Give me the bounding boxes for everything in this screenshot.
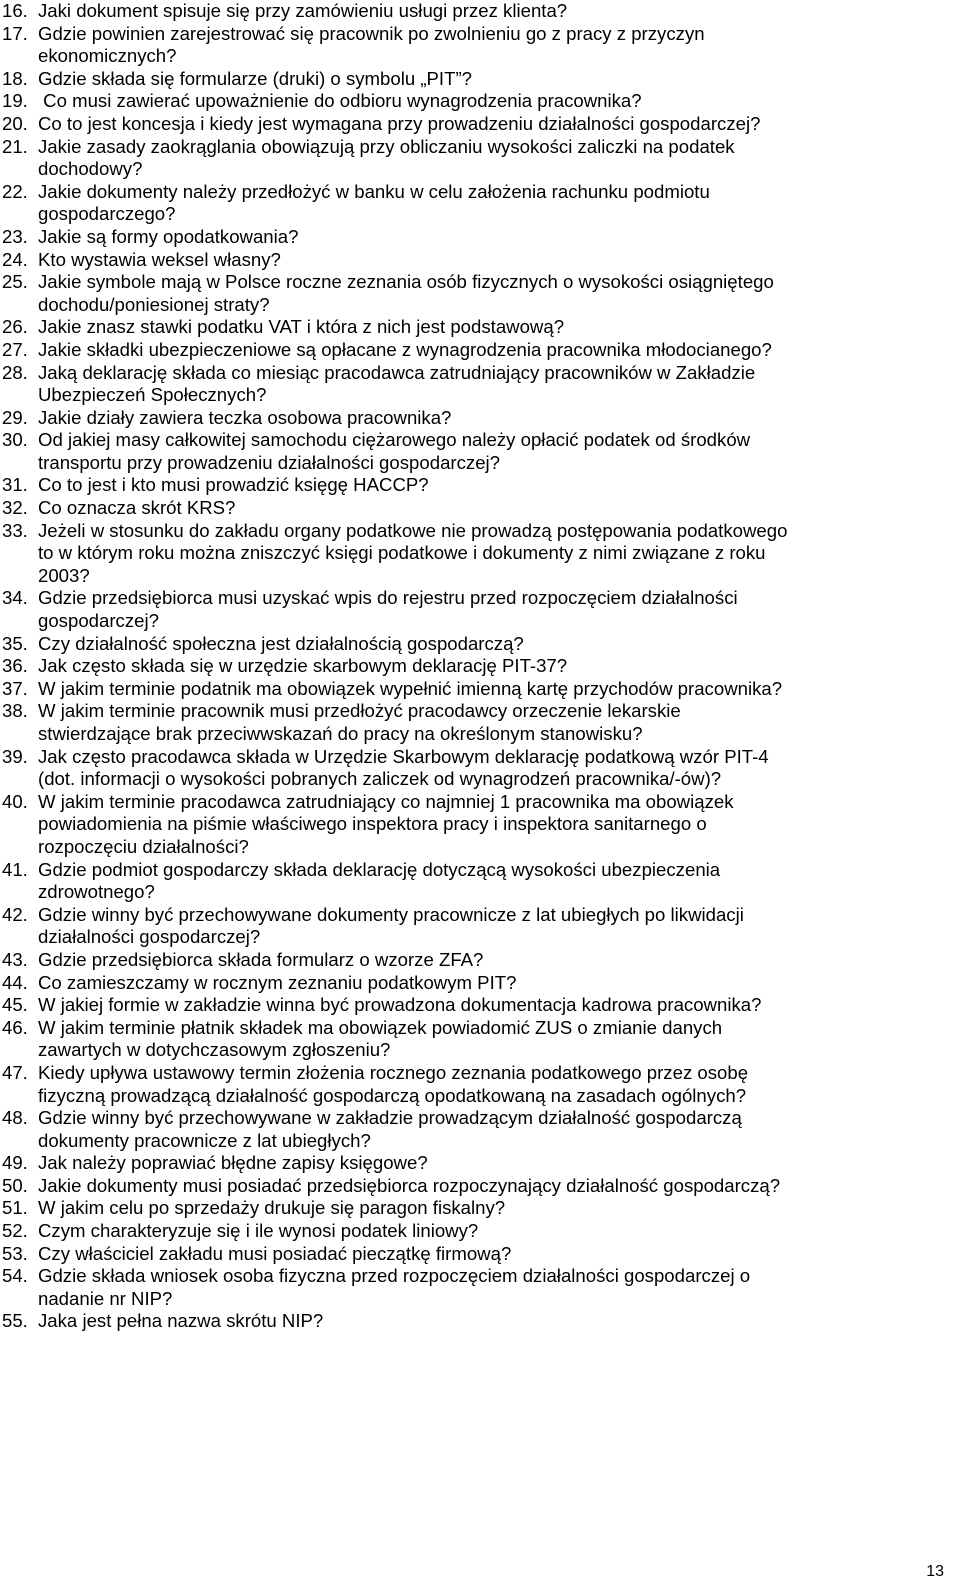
question-item — [2, 1175, 952, 1198]
question-number: 16. — [2, 0, 28, 21]
question-number: 52. — [2, 1220, 28, 1242]
question-number: 39. — [2, 745, 28, 767]
question-text: Od jakiej masy całkowitej samochodu ciężarowego należy opłacić podatek od środków transportu przy prowadzeniu działalności gospodarczej? — [38, 429, 751, 473]
question-number: 25. — [2, 271, 28, 293]
question-number: 41. — [2, 858, 28, 880]
question-number: 31. — [2, 474, 28, 496]
question-item — [2, 249, 952, 272]
question-text: Gdzie winny być przechowywane w zakładzie prowadzącym działalność gospodarczą dokumenty pracownicze z lat ubiegłych? — [38, 1107, 742, 1151]
question-text: Gdzie winny być przechowywane dokumenty pracownicze z lat ubiegłych po likwidacji działalności gospodarczej? — [38, 903, 744, 948]
question-number: 42. — [2, 903, 28, 925]
question-item — [2, 1152, 952, 1175]
question-item — [2, 1197, 952, 1220]
question-text: Jakie dokumenty należy przedłożyć w banku w celu założenia rachunku podmiotu gospodarczego? — [38, 180, 710, 225]
question-number: 26. — [2, 316, 28, 338]
question-item — [2, 226, 952, 249]
question-text: W jakim celu po sprzedaży drukuje się paragon fiskalny? — [38, 1197, 506, 1219]
question-number: 36. — [2, 655, 28, 677]
question-text: Jak często pracodawca składa w Urzędzie Skarbowym deklarację podatkową wzór PIT-4 (dot. informacji o wysokości pobranych zaliczek od wynagrodzeń pracownika/-ów)? — [38, 745, 769, 790]
question-item — [2, 1310, 952, 1333]
question-number: 20. — [2, 112, 28, 134]
question-item — [2, 497, 952, 520]
question-number: 24. — [2, 248, 28, 270]
question-text: W jakim terminie pracodawca zatrudniający co najmniej 1 pracownika ma obowiązek powiadomienia na piśmie właściwego inspektora pracy i inspektora sanitarnego o rozpoczęciu działalności? — [38, 790, 734, 857]
question-text: Jakie symbole mają w Polsce roczne zeznania osób fizycznych o wysokości osiągniętego dochodu/poniesionej straty? — [38, 271, 774, 315]
question-number: 18. — [2, 67, 28, 89]
question-number: 44. — [2, 971, 28, 993]
question-text: W jakim terminie pracownik musi przedłożyć pracodawcy orzeczenie lekarskie stwierdzające brak przeciwwskazań do pracy na określonym stanowisku? — [38, 700, 681, 744]
question-text: Co oznacza skrót KRS? — [38, 497, 236, 519]
question-number: 43. — [2, 948, 28, 970]
question-item — [2, 23, 952, 68]
question-item — [2, 746, 952, 791]
question-item — [2, 994, 952, 1017]
question-text: Kto wystawia weksel własny? — [38, 248, 281, 270]
question-item — [2, 474, 952, 497]
question-item — [2, 181, 952, 226]
question-text: Gdzie składa wniosek osoba fizyczna przed rozpoczęciem działalności gospodarczej o nadanie nr NIP? — [38, 1265, 751, 1309]
question-item — [2, 1265, 952, 1310]
question-item — [2, 972, 952, 995]
question-number: 34. — [2, 587, 28, 609]
question-item — [2, 1062, 952, 1107]
question-number: 19. — [2, 90, 28, 112]
question-item — [2, 1107, 952, 1152]
question-text: Jeżeli w stosunku do zakładu organy podatkowe nie prowadzą postępowania podatkowego to w którym roku można zniszczyć księgi podatkowe i dokumenty z nimi związane z roku 2003? — [38, 519, 788, 586]
question-number: 51. — [2, 1197, 28, 1219]
question-number: 30. — [2, 429, 28, 451]
question-number: 28. — [2, 361, 28, 383]
question-item — [2, 1243, 952, 1266]
question-item — [2, 520, 952, 588]
question-text: Gdzie składa się formularze (druki) o symbolu „PIT”? — [38, 67, 472, 89]
question-number: 47. — [2, 1061, 28, 1083]
question-text: Jakie zasady zaokrąglania obowiązują przy obliczaniu wysokości zaliczki na podatek dochodowy? — [38, 135, 735, 180]
question-item — [2, 678, 952, 701]
question-number: 21. — [2, 135, 28, 157]
question-text: Kiedy upływa ustawowy termin złożenia rocznego zeznania podatkowego przez osobę fizyczną prowadzącą działalność gospodarczą opodatkowaną na zasadach ogólnych? — [38, 1061, 749, 1106]
question-item — [2, 136, 952, 181]
question-item — [2, 362, 952, 407]
question-text: Czym charakteryzuje się i ile wynosi podatek liniowy? — [38, 1220, 479, 1242]
question-number: 33. — [2, 519, 28, 541]
question-text: W jakiej formie w zakładzie winna być prowadzona dokumentacja kadrowa pracownika? — [38, 994, 762, 1016]
question-item — [2, 700, 952, 745]
question-number: 29. — [2, 406, 28, 428]
question-number: 35. — [2, 632, 28, 654]
question-text: Jaki dokument spisuje się przy zamówieniu usługi przez klienta? — [38, 0, 568, 21]
question-number: 40. — [2, 790, 28, 812]
question-number: 23. — [2, 225, 28, 247]
question-number: 32. — [2, 497, 28, 519]
question-text: Czy działalność społeczna jest działalnością gospodarczą? — [38, 632, 524, 654]
question-number: 55. — [2, 1310, 28, 1332]
question-item — [2, 1017, 952, 1062]
question-text: Co to jest i kto musi prowadzić księgę HACCP? — [38, 474, 429, 496]
question-text: Gdzie przedsiębiorca składa formularz o wzorze ZFA? — [38, 948, 484, 970]
question-item — [2, 429, 952, 474]
question-text: Jak często składa się w urzędzie skarbowym deklarację PIT-37? — [38, 655, 568, 677]
question-item — [2, 791, 952, 859]
question-number: 54. — [2, 1265, 28, 1287]
question-text: Jakie są formy opodatkowania? — [38, 225, 299, 247]
question-number: 49. — [2, 1152, 28, 1174]
question-number: 22. — [2, 180, 28, 202]
question-text: Co zamieszczamy w rocznym zeznaniu podatkowym PIT? — [38, 971, 517, 993]
question-item — [2, 655, 952, 678]
question-number: 46. — [2, 1016, 28, 1038]
question-text: Co to jest koncesja i kiedy jest wymagana przy prowadzeniu działalności gospodarczej? — [38, 112, 761, 134]
question-number: 17. — [2, 22, 28, 44]
question-item — [2, 587, 952, 632]
question-text: W jakim terminie płatnik składek ma obowiązek powiadomić ZUS o zmianie danych zawartych w dotychczasowym zgłoszeniu? — [38, 1016, 723, 1061]
question-text: Jakie dokumenty musi posiadać przedsiębiorca rozpoczynający działalność gospodarczą? — [38, 1174, 781, 1196]
question-item — [2, 68, 952, 91]
question-text: Gdzie przedsiębiorca musi uzyskać wpis do rejestru przed rozpoczęciem działalności gospodarczej? — [38, 587, 738, 632]
question-text: Jaka jest pełna nazwa skrótu NIP? — [38, 1310, 324, 1332]
question-number: 48. — [2, 1107, 28, 1129]
question-text: Jakie znasz stawki podatku VAT i która z nich jest podstawową? — [38, 316, 565, 338]
question-item — [2, 949, 952, 972]
question-item — [2, 316, 952, 339]
question-text: Jakie składki ubezpieczeniowe są opłacane z wynagrodzenia pracownika młodocianego? — [38, 338, 772, 360]
question-text: W jakim terminie podatnik ma obowiązek wypełnić imienną kartę przychodów pracownika? — [38, 677, 783, 699]
question-text: Jaką deklarację składa co miesiąc pracodawca zatrudniający pracowników w Zakładzie Ubezpieczeń Społecznych? — [38, 361, 756, 406]
question-item — [2, 0, 952, 23]
question-text: Czy właściciel zakładu musi posiadać pieczątkę firmową? — [38, 1242, 512, 1264]
question-item — [2, 633, 952, 656]
question-item — [2, 90, 952, 113]
question-item — [2, 113, 952, 136]
page-number: 13 — [926, 1563, 944, 1580]
question-number: 50. — [2, 1174, 28, 1196]
question-number: 53. — [2, 1242, 28, 1264]
question-text: Gdzie powinien zarejestrować się pracownik po zwolnieniu go z pracy z przyczyn ekonomicznych? — [38, 22, 705, 67]
question-number: 37. — [2, 677, 28, 699]
question-item — [2, 407, 952, 430]
question-number: 27. — [2, 338, 28, 360]
question-text: Jakie działy zawiera teczka osobowa pracownika? — [38, 406, 452, 428]
question-text: Gdzie podmiot gospodarczy składa deklarację dotyczącą wysokości ubezpieczenia zdrowotnego? — [38, 858, 721, 903]
question-number: 38. — [2, 700, 28, 722]
question-text: Jak należy poprawiać błędne zapisy księgowe? — [38, 1152, 428, 1174]
question-item — [2, 339, 952, 362]
question-item — [2, 859, 952, 904]
question-list — [2, 0, 952, 1333]
question-text: Co musi zawierać upoważnienie do odbioru wynagrodzenia pracownika? — [38, 90, 642, 112]
question-number: 45. — [2, 994, 28, 1016]
question-item — [2, 904, 952, 949]
question-item — [2, 271, 952, 316]
question-item — [2, 1220, 952, 1243]
